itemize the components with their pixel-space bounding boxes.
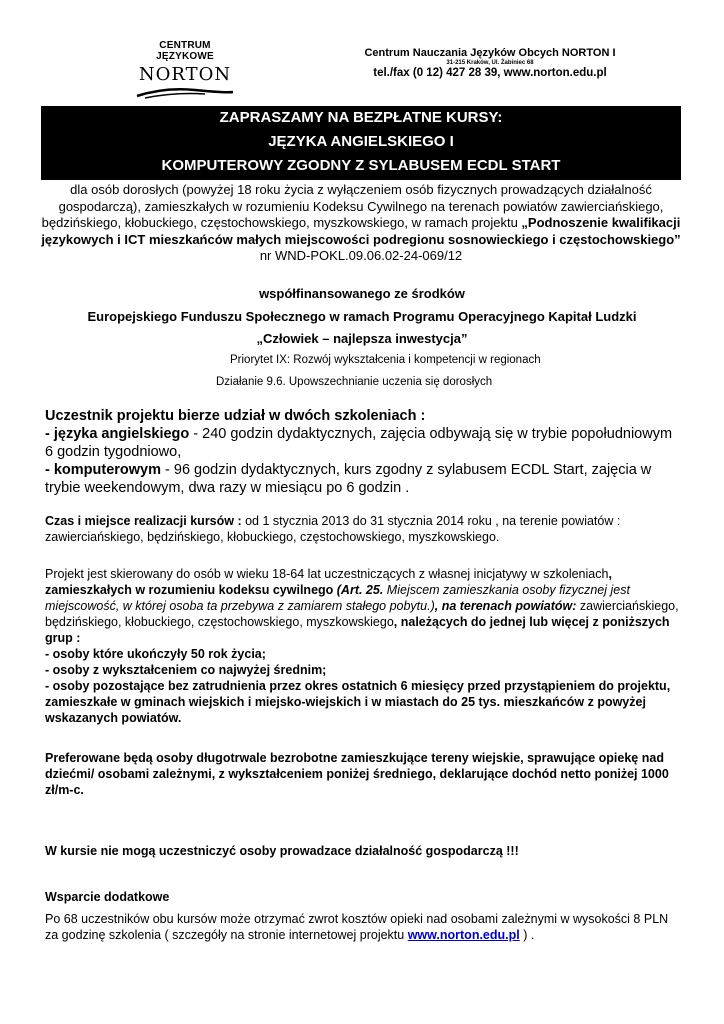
banner-line-3: KOMPUTEROWY ZGODNY Z SYLABUSEM ECDL START (161, 157, 561, 174)
intro-text: dla osób dorosłych (powyżej 18 roku życia z wyłączeniem osób fizycznych prowadzących działalność gospodarczą), zamieszkałych w rozumieniu Kodeksu Cywilnego na terenach powiatów zawierciańskiego, będzińskiego, kłobuckiego, częstochowskiego, myszkowskiego, w ramach projektu (41, 182, 664, 230)
cofinanced-line: współfinansowanego ze środków (259, 286, 465, 301)
preferred-paragraph: Preferowane będą osoby długotrwale bezrobotne zamieszkujące tereny wiejskie, sprawujące opiekę nad dziećmi/ osobami zależnymi, z wykształceniem poniżej średniego, deklarujące dochód netto poniżej 1000 zł/m-c. (45, 751, 669, 797)
time-place-paragraph (45, 513, 680, 545)
slogan-line: „Człowiek – najlepsza inwestycja” (256, 331, 468, 346)
support-end: ) . (519, 928, 535, 942)
logo-name: NORTON (138, 64, 232, 85)
time-place-text: od 1 stycznia 2013 do 31 stycznia 2014 roku , na terenie powiatów : zawierciańskiego, będzińskiego, kłobuckiego, częstochowskiego, myszkowskiego. (45, 514, 621, 544)
support-paragraph (45, 911, 680, 943)
logo-top-text: CENTRUM JĘZYKOWE (156, 40, 214, 62)
priority-line: Priorytet IX: Rozwój wykształcenia i kompetencji w regionach (230, 354, 541, 366)
support-text: Po 68 uczestników obu kursów może otrzymać zwrot kosztów opieki nad osobami zależnymi w wysokości 8 PLN za godzinę szkolenia ( szczegóły na stronie internetowej projektu (45, 912, 669, 942)
fund-line: Europejskiego Funduszu Społecznego w ramach Programu Operacyjnego Kapitał Ludzki (87, 309, 637, 324)
computer-course-label: - komputerowym (45, 462, 162, 478)
project-number: nr WND-POKL.09.06.02-24-069/12 (259, 248, 463, 263)
org-address: 31-215 Kraków, Ul. Żabiniec 68 (446, 60, 534, 66)
english-course-label: - języka angielskiego (45, 426, 190, 442)
participants-section (45, 407, 675, 497)
header-contact (360, 47, 620, 79)
target-text-5: , na terenach powiatów: (434, 599, 577, 613)
exclusion-notice: W kursie nie mogą uczestniczyć osoby prowadzace działalność gospodarczą !!! (45, 844, 519, 858)
computer-course-text: - 96 godzin dydaktycznych, kurs zgodny z sylabusem ECDL Start, zajęcia w trybie weekendowym, dwa razy w miesiącu po 6 godzin . (45, 462, 652, 496)
org-name: Centrum Nauczania Języków Obcych NORTON I (364, 47, 616, 59)
title-banner (41, 106, 681, 180)
time-place-label: Czas i miejsce realizacji kursów : (45, 514, 242, 528)
banner-line-1: ZAPRASZAMY NA BEZPŁATNE KURSY: (219, 109, 503, 126)
computer-course-item (45, 461, 675, 497)
support-heading: Wsparcie dodatkowe (45, 890, 170, 904)
logo-swoosh-icon (135, 85, 235, 99)
website-link[interactable]: www.norton.edu.pl (407, 928, 520, 942)
target-text-4: Miejscem zamieszkania osoby fizycznej jest miejscowość, w której osoba ta przebywa z zamiarem stałego pobytu.) (45, 583, 630, 613)
target-text-2: , zamieszkałych w rozumieniu kodeksu cywilnego (45, 567, 612, 597)
target-text-1: Projekt jest skierowany do osób w wieku 18-64 lat uczestniczących z własnej inicjatywy w szkoleniach (45, 567, 609, 581)
target-text-3: (Art. 25. (333, 583, 387, 597)
english-course-item (45, 425, 675, 461)
group-item-4: zamieszkałe w gminach wiejskich i miejsko-wiejskich i w miastach do 25 tys. mieszkańców z powyżej wskazanych powiatów. (45, 695, 646, 725)
intro-paragraph (38, 182, 684, 265)
org-contact: tel./fax (0 12) 427 28 39, www.norton.edu.pl (373, 67, 607, 79)
target-group-paragraph (45, 566, 680, 726)
group-item-3: - osoby pozostające bez zatrudnienia przez okres ostatnich 6 miesięcy przed przystąpieniem do projektu, (45, 679, 671, 693)
project-name: „Podnoszenie kwalifikacji językowych i ICT mieszkańców małych miejscowości podregionu sosnowieckiego i częstochowskiego” (41, 215, 681, 247)
target-text-7: , należących do jednej lub więcej z poniższych grup : (45, 615, 670, 645)
participants-heading: Uczestnik projektu bierze udział w dwóch szkoleniach : (45, 408, 426, 424)
target-text-6: zawierciańskiego, będzińskiego, kłobuckiego, częstochowskiego, myszkowskiego (45, 599, 679, 629)
norton-logo (130, 40, 240, 99)
group-item-1: - osoby które ukończyły 50 rok życia; (45, 647, 266, 661)
measure-line: Działanie 9.6. Upowszechnianie uczenia się dorosłych (216, 376, 493, 388)
banner-line-2: JĘZYKA ANGIELSKIEGO I (268, 133, 454, 150)
english-course-text: - 240 godzin dydaktycznych, zajęcia odbywają się w trybie popołudniowym 6 godzin tygodniowo, (45, 426, 673, 460)
group-item-2: - osoby z wykształceniem co najwyżej średnim; (45, 663, 327, 677)
